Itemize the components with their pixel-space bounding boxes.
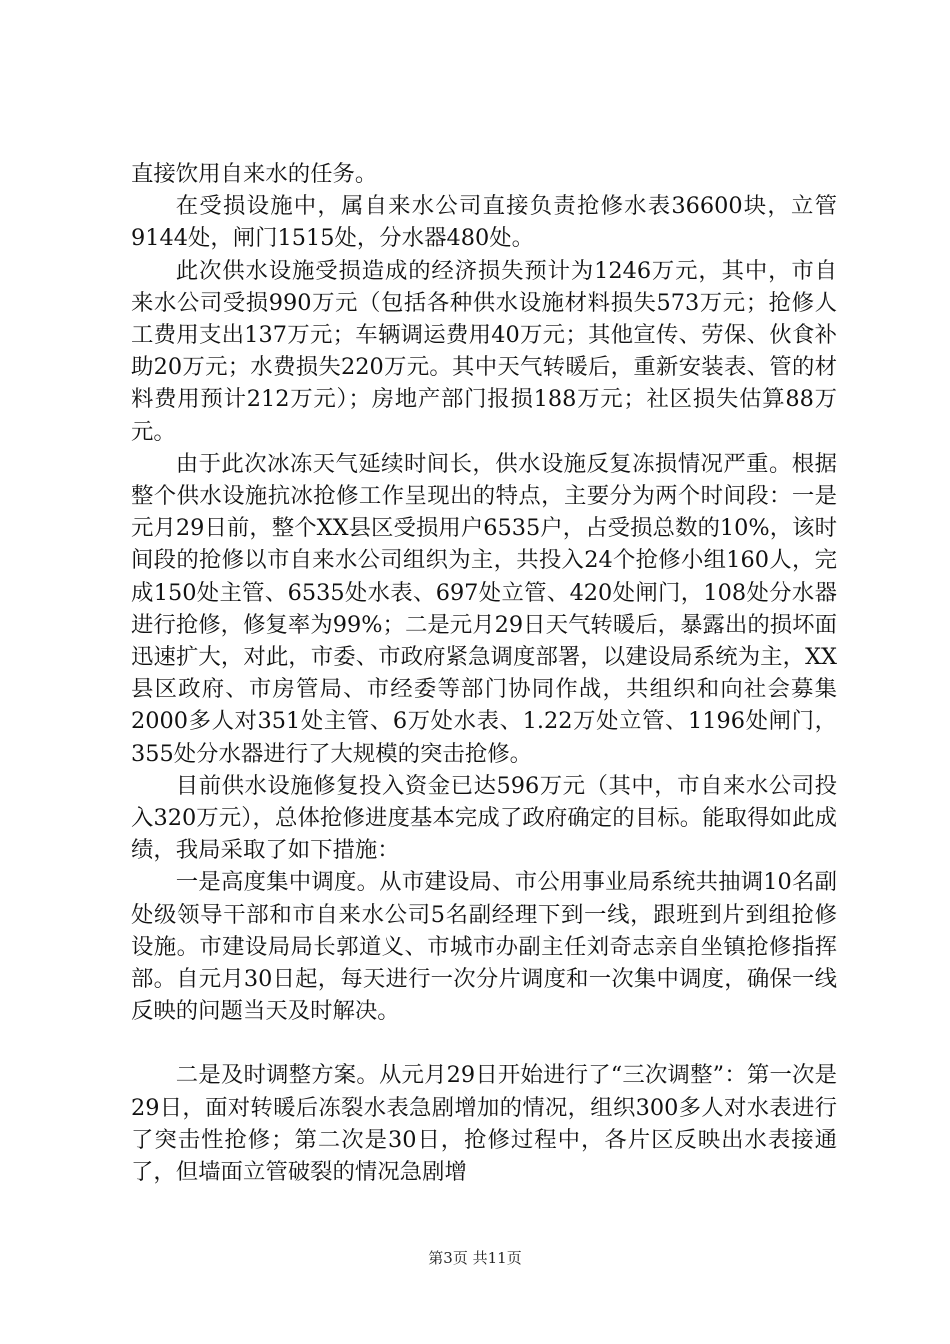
paragraph-repair-phases: 由于此次冰冻天气延续时间长，供水设施反复冻损情况严重。根据整个供水设施抗冰抢修工作呈现出的特点，主要分为两个时间段：一是元月29日前，整个XX县区受损用户6535户，占受损总数的10%，该时间段的抢修以市自来水公司组织为主，共投入24个抢修小组160人，完成150处主管、6535处水表、697处立管、420处闸门，108处分水器进行抢修，修复率为99%；二是元月29日天气转暖后，暴露出的损坏面迅速扩大，对此，市委、市政府紧急调度部署，以建设局系统为主，XX县区政府、市房管局、市经委等部门协同作战，共组织和向社会募集2000多人对351处主管、6万处水表、1.22万处立管、1196处闸门，355处分水器进行了大规模的突击抢修。: [131, 450, 837, 767]
paragraph-continuation: 直接饮用自来水的任务。: [131, 161, 378, 187]
paragraph-damaged-facilities: 在受损设施中，属自来水公司直接负责抢修水表36600块，立管9144处，闸门1515处，分水器480处。: [131, 193, 837, 252]
paragraph-measure-one: 一是高度集中调度。从市建设局、市公用事业局系统共抽调10名副处级领导干部和市自来水公司5名副经理下到一线，跟班到片到组抢修设施。市建设局局长郭道义、市城市办副主任刘奇志亲自坐镇抢修指挥部。自元月30日起，每天进行一次分片调度和一次集中调度，确保一线反映的问题当天及时解决。: [131, 869, 837, 1025]
paragraph-economic-loss: 此次供水设施受损造成的经济损失预计为1246万元，其中，市自来水公司受损990万元（包括各种供水设施材料损失573万元；抢修人工费用支出137万元；车辆调运费用40万元；其他宣传、劳保、伙食补助20万元；水费损失220万元。其中天气转暖后，重新安装表、管的材料费用预计212万元）；房地产部门报损188万元；社区损失估算88万元。: [131, 257, 837, 445]
page-number-label: 第3页 共11页: [428, 1249, 522, 1267]
document-body: [131, 158, 837, 1188]
paragraph-measure-two: 二是及时调整方案。从元月29日开始进行了“三次调整”：第一次是29日，面对转暖后冻裂水表急剧增加的情况，组织300多人对水表进行了突击性抢修；第二次是30日，抢修过程中，各片区反映出水表接通了，但墙面立管破裂的情况急剧增: [131, 1062, 837, 1186]
page-footer: [0, 1248, 950, 1268]
paragraph-investment: 目前供水设施修复投入资金已达596万元（其中，市自来水公司投入320万元），总体抢修进度基本完成了政府确定的目标。能取得如此成绩，我局采取了如下措施：: [131, 772, 837, 864]
